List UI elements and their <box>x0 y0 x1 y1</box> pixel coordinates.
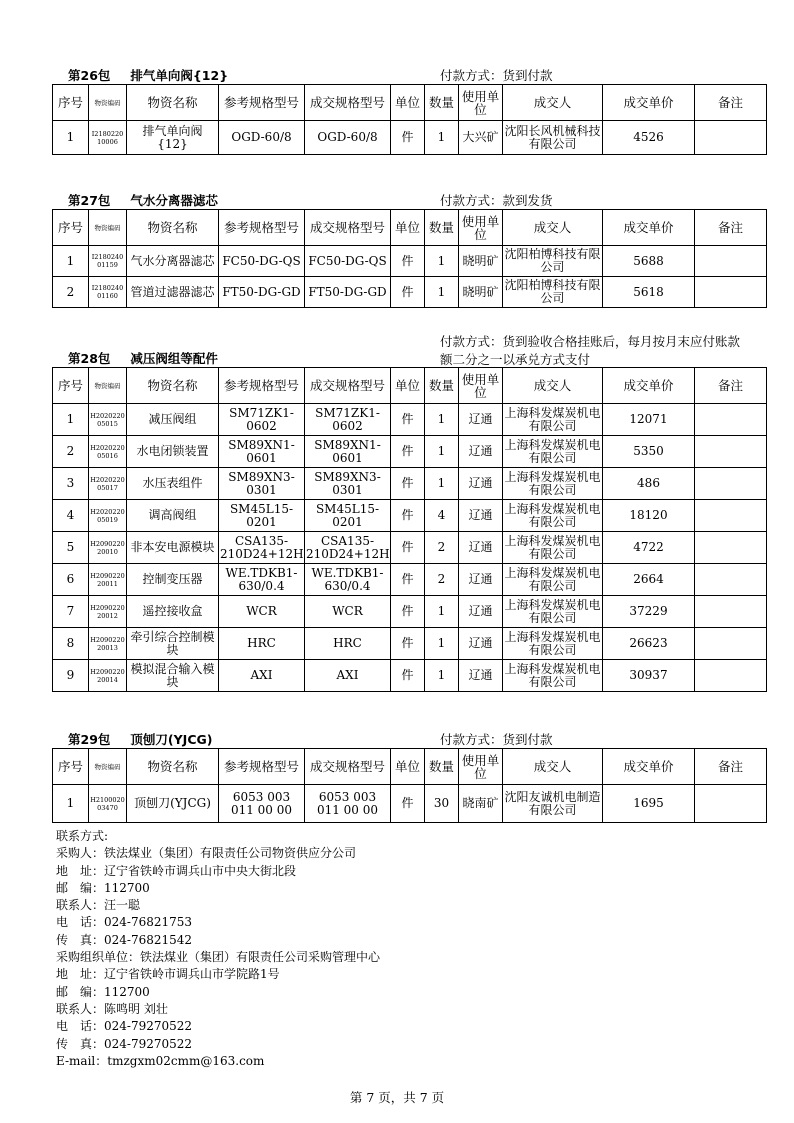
payment-terms-line1: 付款方式：货到验收合格挂账后，每月按月末应付账款 <box>440 334 741 349</box>
reference-spec: HRC <box>219 628 305 660</box>
header-unit: 单位 <box>391 749 425 785</box>
supplier: 上海科发煤炭机电有限公司 <box>503 532 603 564</box>
header-unit: 单位 <box>391 368 425 404</box>
remark <box>695 121 767 155</box>
unit: 件 <box>391 500 425 532</box>
unit: 件 <box>391 277 425 308</box>
header-material-code: 物资编码 <box>89 749 127 785</box>
items-table <box>52 209 767 308</box>
item-name: 排气单向阀{12} <box>127 121 219 155</box>
package-id: 第28包 <box>68 351 111 366</box>
header-unit: 单位 <box>391 85 425 121</box>
header-reference-spec: 参考规格型号 <box>219 210 305 246</box>
row-seq: 1 <box>53 785 89 823</box>
reference-spec: WCR <box>219 596 305 628</box>
unit: 件 <box>391 564 425 596</box>
header-quantity: 数量 <box>425 210 459 246</box>
package-id: 第29包 <box>68 732 111 747</box>
quantity: 1 <box>425 121 459 155</box>
user-unit: 辽通 <box>459 500 503 532</box>
package-name: 减压阀组等配件 <box>130 351 218 366</box>
reference-spec: OGD-60/8 <box>219 121 305 155</box>
header-row <box>53 368 767 404</box>
header-remark: 备注 <box>695 85 767 121</box>
header-unit-price: 成交单价 <box>603 368 695 404</box>
reference-spec: WE.TDKB1-630/0.4 <box>219 564 305 596</box>
contact-line: 邮 编：112700 <box>56 880 150 895</box>
table-row <box>53 785 767 823</box>
unit-price: 5618 <box>603 277 695 308</box>
unit-price: 26623 <box>603 628 695 660</box>
unit: 件 <box>391 121 425 155</box>
deal-spec: SM89XN1-0601 <box>305 436 391 468</box>
unit-price: 37229 <box>603 596 695 628</box>
package-title <box>68 349 218 367</box>
reference-spec: FC50-DG-QS <box>219 246 305 277</box>
row-seq: 7 <box>53 596 89 628</box>
supplier: 上海科发煤炭机电有限公司 <box>503 628 603 660</box>
material-code: H2020220 05015 <box>89 404 127 436</box>
deal-spec: SM89XN3-0301 <box>305 468 391 500</box>
unit-price: 5688 <box>603 246 695 277</box>
payment-terms: 付款方式：货到付款 <box>440 68 553 83</box>
table-row <box>53 277 767 308</box>
quantity: 1 <box>425 277 459 308</box>
material-code: H2090220 20011 <box>89 564 127 596</box>
header-material-code: 物资编码 <box>89 85 127 121</box>
user-unit: 辽通 <box>459 436 503 468</box>
contact-line: 电 话：024-76821753 <box>56 915 193 930</box>
contact-line: 传 真：024-79270522 <box>56 1036 193 1051</box>
header-unit-price: 成交单价 <box>603 210 695 246</box>
material-code: H2090220 20013 <box>89 628 127 660</box>
user-unit: 辽通 <box>459 532 503 564</box>
contact-line: E-mail：tmzgxm02cmm@163.com <box>56 1053 265 1068</box>
contact-block <box>56 828 380 1070</box>
header-reference-spec: 参考规格型号 <box>219 85 305 121</box>
material-code: H2020220 05016 <box>89 436 127 468</box>
contact-line: 联系方式: <box>56 829 109 843</box>
remark <box>695 660 767 692</box>
material-code: H2020220 05017 <box>89 468 127 500</box>
reference-spec: CSA135-210D24+12H <box>219 532 305 564</box>
remark <box>695 628 767 660</box>
unit-price: 486 <box>603 468 695 500</box>
user-unit: 晓明矿 <box>459 277 503 308</box>
items-table <box>52 748 767 823</box>
payment-terms-line2: 额二分之一以承兑方式支付 <box>440 352 591 367</box>
header-item-name: 物资名称 <box>127 85 219 121</box>
quantity: 4 <box>425 500 459 532</box>
item-name: 管道过滤器滤芯 <box>127 277 219 308</box>
row-seq: 1 <box>53 246 89 277</box>
supplier: 上海科发煤炭机电有限公司 <box>503 564 603 596</box>
material-code: H2090220 20010 <box>89 532 127 564</box>
quantity: 1 <box>425 596 459 628</box>
header-user-unit: 使用单位 <box>459 368 503 404</box>
table-row <box>53 660 767 692</box>
user-unit: 晓南矿 <box>459 785 503 823</box>
package-29 <box>52 732 766 823</box>
quantity: 2 <box>425 532 459 564</box>
package-name: 气水分离器滤芯 <box>130 193 218 208</box>
page-footer: 第 7 页，共 7 页 <box>349 1090 445 1105</box>
contact-line: 邮 编：112700 <box>56 984 150 999</box>
supplier: 沈阳柏博科技有限公司 <box>503 277 603 308</box>
package-28 <box>52 335 766 692</box>
unit-price: 2664 <box>603 564 695 596</box>
unit: 件 <box>391 532 425 564</box>
item-name: 牵引综合控制模块 <box>127 628 219 660</box>
package-27 <box>52 193 766 308</box>
unit-price: 12071 <box>603 404 695 436</box>
package-name: 排气单向阀{12} <box>130 68 229 83</box>
user-unit: 辽通 <box>459 468 503 500</box>
reference-spec: SM89XN1-0601 <box>219 436 305 468</box>
row-seq: 8 <box>53 628 89 660</box>
unit: 件 <box>391 246 425 277</box>
table-row <box>53 246 767 277</box>
package-title <box>68 730 212 748</box>
table-row <box>53 468 767 500</box>
header-unit: 单位 <box>391 210 425 246</box>
remark <box>695 436 767 468</box>
table-row <box>53 628 767 660</box>
item-name: 气水分离器滤芯 <box>127 246 219 277</box>
user-unit: 辽通 <box>459 596 503 628</box>
user-unit: 晓明矿 <box>459 246 503 277</box>
unit: 件 <box>391 468 425 500</box>
header-supplier: 成交人 <box>503 85 603 121</box>
contact-line: 采购组织单位：铁法煤业（集团）有限责任公司采购管理中心 <box>56 950 381 965</box>
contact-line: 传 真：024-76821542 <box>56 932 193 947</box>
items-table <box>52 367 767 692</box>
supplier: 沈阳长风机械科技有限公司 <box>503 121 603 155</box>
supplier: 上海科发煤炭机电有限公司 <box>503 468 603 500</box>
header-supplier: 成交人 <box>503 749 603 785</box>
quantity: 1 <box>425 246 459 277</box>
header-user-unit: 使用单位 <box>459 85 503 121</box>
quantity: 1 <box>425 628 459 660</box>
row-seq: 9 <box>53 660 89 692</box>
contact-line: 地 址：辽宁省铁岭市调兵山市学院路1号 <box>56 967 280 982</box>
remark <box>695 246 767 277</box>
item-name: 减压阀组 <box>127 404 219 436</box>
row-seq: 2 <box>53 277 89 308</box>
header-remark: 备注 <box>695 210 767 246</box>
row-seq: 5 <box>53 532 89 564</box>
user-unit: 辽通 <box>459 628 503 660</box>
remark <box>695 785 767 823</box>
package-name: 顶刨刀(YJCG) <box>130 732 213 747</box>
header-deal-spec: 成交规格型号 <box>305 749 391 785</box>
supplier: 沈阳柏博科技有限公司 <box>503 246 603 277</box>
contact-line: 采购人：铁法煤业（集团）有限责任公司物资供应分公司 <box>56 846 357 861</box>
material-code: H2090220 20014 <box>89 660 127 692</box>
supplier: 上海科发煤炭机电有限公司 <box>503 660 603 692</box>
item-name: 调高阀组 <box>127 500 219 532</box>
supplier: 上海科发煤炭机电有限公司 <box>503 404 603 436</box>
table-row <box>53 404 767 436</box>
header-item-name: 物资名称 <box>127 368 219 404</box>
remark <box>695 468 767 500</box>
deal-spec: AXI <box>305 660 391 692</box>
user-unit: 辽通 <box>459 660 503 692</box>
table-row <box>53 121 767 155</box>
remark <box>695 404 767 436</box>
header-user-unit: 使用单位 <box>459 210 503 246</box>
header-supplier: 成交人 <box>503 210 603 246</box>
header-reference-spec: 参考规格型号 <box>219 749 305 785</box>
header-row-seq: 序号 <box>53 210 89 246</box>
row-seq: 1 <box>53 121 89 155</box>
material-code: H2020220 05019 <box>89 500 127 532</box>
item-name: 水压表组件 <box>127 468 219 500</box>
unit: 件 <box>391 404 425 436</box>
package-id: 第26包 <box>68 68 111 83</box>
package-26 <box>52 68 766 155</box>
reference-spec: FT50-DG-GD <box>219 277 305 308</box>
deal-spec: CSA135-210D24+12H <box>305 532 391 564</box>
supplier: 上海科发煤炭机电有限公司 <box>503 436 603 468</box>
remark <box>695 277 767 308</box>
material-code: I2180240 01159 <box>89 246 127 277</box>
row-seq: 1 <box>53 404 89 436</box>
quantity: 2 <box>425 564 459 596</box>
header-remark: 备注 <box>695 368 767 404</box>
contact-line: 地 址：辽宁省铁岭市调兵山市中央大街北段 <box>56 863 297 878</box>
header-row <box>53 210 767 246</box>
material-code: H2100020 03470 <box>89 785 127 823</box>
item-name: 遥控接收盒 <box>127 596 219 628</box>
header-item-name: 物资名称 <box>127 210 219 246</box>
unit: 件 <box>391 660 425 692</box>
package-title <box>68 191 218 209</box>
header-quantity: 数量 <box>425 368 459 404</box>
material-code: H2090220 20012 <box>89 596 127 628</box>
payment-terms: 付款方式：款到发货 <box>440 193 553 208</box>
item-name: 模拟混合输入模块 <box>127 660 219 692</box>
row-seq: 4 <box>53 500 89 532</box>
unit-price: 4526 <box>603 121 695 155</box>
item-name: 水电闭锁装置 <box>127 436 219 468</box>
contact-line: 联系人：汪一聪 <box>56 898 141 913</box>
unit: 件 <box>391 436 425 468</box>
row-seq: 3 <box>53 468 89 500</box>
header-item-name: 物资名称 <box>127 749 219 785</box>
header-quantity: 数量 <box>425 85 459 121</box>
header-unit-price: 成交单价 <box>603 85 695 121</box>
header-remark: 备注 <box>695 749 767 785</box>
row-seq: 6 <box>53 564 89 596</box>
header-row-seq: 序号 <box>53 85 89 121</box>
header-material-code: 物资编码 <box>89 368 127 404</box>
user-unit: 辽通 <box>459 564 503 596</box>
supplier: 沈阳友诚机电制造有限公司 <box>503 785 603 823</box>
reference-spec: SM45L15-0201 <box>219 500 305 532</box>
contact-line: 电 话：024-79270522 <box>56 1019 193 1034</box>
deal-spec: OGD-60/8 <box>305 121 391 155</box>
supplier: 上海科发煤炭机电有限公司 <box>503 596 603 628</box>
unit-price: 5350 <box>603 436 695 468</box>
table-row <box>53 532 767 564</box>
deal-spec: FT50-DG-GD <box>305 277 391 308</box>
contact-line: 联系人：陈鸣明 刘壮 <box>56 1001 168 1016</box>
header-row <box>53 749 767 785</box>
reference-spec: 6053 003 011 00 00 <box>219 785 305 823</box>
deal-spec: FC50-DG-QS <box>305 246 391 277</box>
header-deal-spec: 成交规格型号 <box>305 210 391 246</box>
item-name: 顶刨刀(YJCG) <box>127 785 219 823</box>
header-material-code: 物资编码 <box>89 210 127 246</box>
quantity: 1 <box>425 436 459 468</box>
remark <box>695 532 767 564</box>
header-row-seq: 序号 <box>53 368 89 404</box>
deal-spec: WE.TDKB1-630/0.4 <box>305 564 391 596</box>
remark <box>695 564 767 596</box>
item-name: 非本安电源模块 <box>127 532 219 564</box>
remark <box>695 596 767 628</box>
header-deal-spec: 成交规格型号 <box>305 368 391 404</box>
header-row <box>53 85 767 121</box>
payment-terms: 付款方式：货到付款 <box>440 732 553 747</box>
unit: 件 <box>391 785 425 823</box>
header-unit-price: 成交单价 <box>603 749 695 785</box>
reference-spec: AXI <box>219 660 305 692</box>
material-code: I2180220 10006 <box>89 121 127 155</box>
unit: 件 <box>391 628 425 660</box>
supplier: 上海科发煤炭机电有限公司 <box>503 500 603 532</box>
table-row <box>53 564 767 596</box>
remark <box>695 500 767 532</box>
header-reference-spec: 参考规格型号 <box>219 368 305 404</box>
deal-spec: SM71ZK1-0602 <box>305 404 391 436</box>
deal-spec: SM45L15-0201 <box>305 500 391 532</box>
header-supplier: 成交人 <box>503 368 603 404</box>
reference-spec: SM71ZK1-0602 <box>219 404 305 436</box>
reference-spec: SM89XN3-0301 <box>219 468 305 500</box>
item-name: 控制变压器 <box>127 564 219 596</box>
quantity: 1 <box>425 404 459 436</box>
table-row <box>53 436 767 468</box>
unit-price: 1695 <box>603 785 695 823</box>
quantity: 1 <box>425 660 459 692</box>
header-deal-spec: 成交规格型号 <box>305 85 391 121</box>
package-id: 第27包 <box>68 193 111 208</box>
header-user-unit: 使用单位 <box>459 749 503 785</box>
package-title <box>68 66 228 84</box>
header-row-seq: 序号 <box>53 749 89 785</box>
user-unit: 辽通 <box>459 404 503 436</box>
deal-spec: HRC <box>305 628 391 660</box>
quantity: 1 <box>425 468 459 500</box>
material-code: I2180240 01160 <box>89 277 127 308</box>
items-table <box>52 84 767 155</box>
header-quantity: 数量 <box>425 749 459 785</box>
unit-price: 18120 <box>603 500 695 532</box>
unit-price: 4722 <box>603 532 695 564</box>
table-row <box>53 596 767 628</box>
deal-spec: 6053 003 011 00 00 <box>305 785 391 823</box>
user-unit: 大兴矿 <box>459 121 503 155</box>
deal-spec: WCR <box>305 596 391 628</box>
row-seq: 2 <box>53 436 89 468</box>
unit-price: 30937 <box>603 660 695 692</box>
quantity: 30 <box>425 785 459 823</box>
table-row <box>53 500 767 532</box>
unit: 件 <box>391 596 425 628</box>
